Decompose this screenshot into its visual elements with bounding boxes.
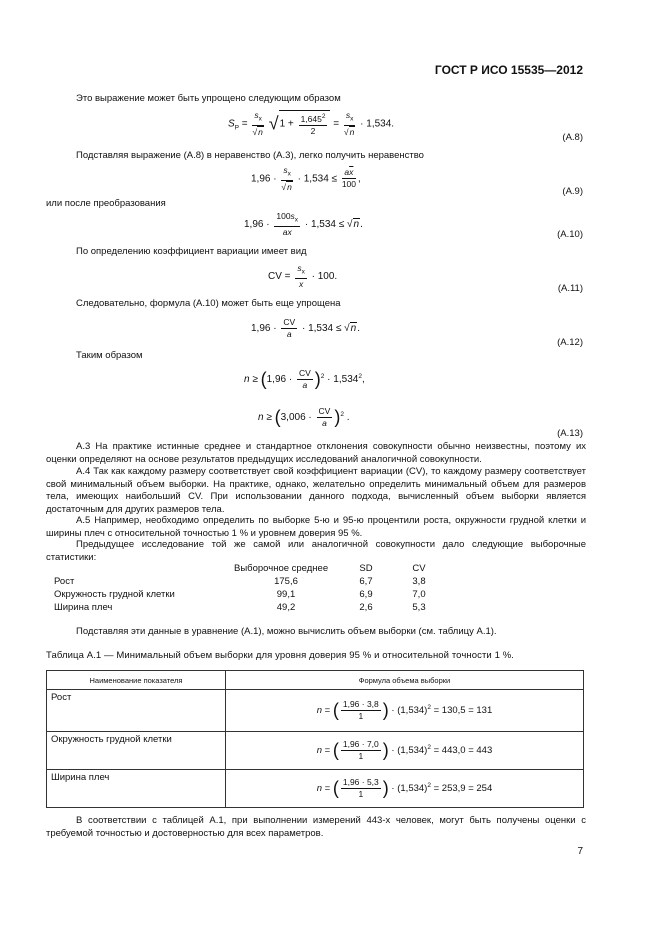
equation-a12: 1,96 · $\frac{CV}{a}$ · 1,534 ≤ √n. [251,317,360,339]
intro-text: Это выражение может быть упрощено следующим образом [76,93,341,104]
statistics-table [54,562,444,614]
row-label: Ширина плеч [47,770,226,808]
document-code: ГОСТ Р ИСО 15535—2012 [434,63,583,77]
equation-a8: $S_P$ = $\frac{s_x}{√n}$ √1 + $\frac{1,645^2}{2}$ = $\frac{s_x}{√n}$ · 1,534. [228,110,395,137]
paragraph: Таким образом [76,350,143,361]
column-header: SD [359,563,373,574]
table-row: Окружность грудной клетки 99,1 6,9 7,0 [54,589,426,600]
column-header: Формула объема выборки [226,671,584,690]
equation-number: (А.10) [557,229,583,240]
conclusion-paragraph: В соответствии с таблицей А.1, при выполнении измерений 443-х человек, могут быть получены оценки с требуемой точностью и достоверностью для всех параметров. [46,815,586,839]
sample-size-table [46,670,584,808]
table-row: Ширина плеч 49,2 2,6 5,3 [54,602,426,613]
formula-cell: n = ( $\frac{1,96 \cdot 7,0}{1}$ ) · $(1,534)^2 = 443,0 = 443$ [226,732,584,770]
column-header: CV [412,563,426,574]
row-label: Окружность грудной клетки [54,589,175,600]
clause-a4: А.4 Так как каждому размеру соответствует свой коэффициент вариации (CV), то каждому размеру соответствует свой минимальный объем выборки. На практике, однако, желательно определить минимальный объем для размеров тела, имеющих наибольший CV. При использовании данного подхода, вычисленный объем выборки является достаточным для других размеров тела. [46,466,586,515]
equation-number: (А.11) [557,283,583,294]
clause-a5-statistics: Предыдущее исследование той же самой или аналогичной совокупности дало следующие выборочные статистики: [46,539,586,563]
paragraph: Следовательно, формула (А.10) может быть еще упрощена [76,298,341,309]
equation-number: (А.8) [562,132,583,143]
table-caption: Таблица А.1 — Минимальный объем выборки для уровня доверия 95 % и относительной точности 1 %. [46,650,514,661]
equation-number: (А.13) [557,428,583,439]
table-header-row [47,671,584,690]
paragraph: или после преобразования [46,198,166,209]
formula-cell: n = ( $\frac{1,96 \cdot 3,8}{1}$ ) · $(1,534)^2 = 130,5 = 131$ [226,690,584,732]
clause-a5: А.5 Например, необходимо определить по выборке 5-ю и 95-ю процентили роста, окружности грудной клетки и ширины плеч с относительной точностью 1 % и уровнем доверия 95 %. [46,515,586,539]
row-label: Рост [47,690,226,732]
equation-a13-second: n ≥ (3,006 · $\frac{CV}{a}$ )$^2$ . [258,406,350,428]
paragraph: Подставляя выражение (А.8) в неравенство (А.3), легко получить неравенство [76,150,424,161]
table-row [47,732,584,770]
table-row: Рост 175,6 6,7 3,8 [54,576,426,587]
equation-a10: 1,96 · $\frac{100s_x}{a\overline{x}}$ · 1,534 ≤ √n. [244,211,363,237]
column-header: Выборочное среднее [234,563,329,574]
paragraph: Подставляя эти данные в уравнение (А.1), можно вычислить объем выборки (см. таблицу А.1). [76,626,497,637]
equation-a13-first: n ≥ (1,96 · $\frac{CV}{a}$ )$^2 \cdot 1,534^2$, [244,368,365,390]
table-row [47,770,584,808]
equation-a9: 1,96 · $\frac{s_x}{√n}$ · 1,534 ≤ $\frac{a\overline{x}}{100}$ , [251,165,361,192]
equation-a11: CV = $\frac{s_x}{x}$ · 100. [268,263,338,289]
table-row [47,690,584,732]
paragraph: По определению коэффициент вариации имеет вид [76,246,307,257]
table-row [54,562,444,575]
clause-a3: А.3 На практике истинные среднее и стандартное отклонения совокупности обычно неизвестны, поэтому их оценки определяют на основе результатов предыдущих исследований аналогичной совокупности. [46,441,586,465]
page-number: 7 [577,846,583,857]
row-label: Рост [54,576,75,587]
equation-number: (А.12) [557,337,583,348]
row-label: Окружность грудной клетки [47,732,226,770]
column-header: Наименование показателя [47,671,226,690]
formula-cell: n = ( $\frac{1,96 \cdot 5,3}{1}$ ) · $(1,534)^2 = 253,9 = 254$ [226,770,584,808]
row-label: Ширина плеч [54,602,113,613]
equation-number: (А.9) [562,186,583,197]
